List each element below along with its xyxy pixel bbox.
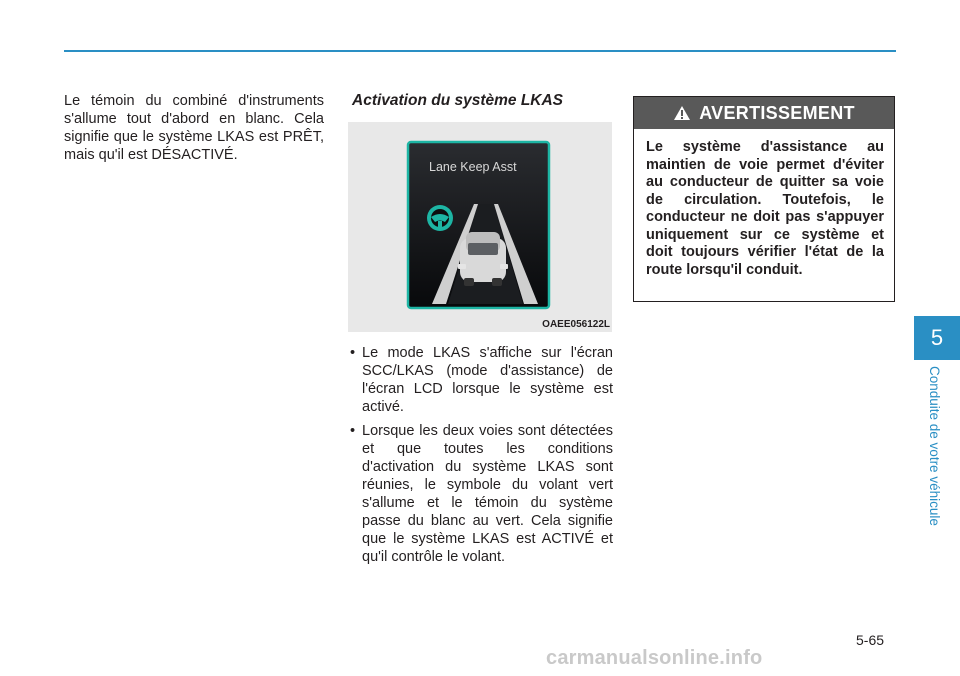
steering-wheel-icon: [427, 205, 453, 231]
warning-box: [633, 96, 895, 302]
intro-paragraph: Le témoin du combiné d'instruments s'allume tout d'abord en blanc. Cela signifie que le système LKAS est PRÊT, mais qu'il est DÉSACTIVÉ.: [64, 93, 324, 163]
left-column: [64, 92, 324, 164]
bullet-list: [348, 344, 613, 566]
header-rule: [64, 50, 896, 52]
warning-triangle-icon: [673, 105, 691, 121]
car-icon: [458, 232, 508, 286]
section-heading: Activation du système LKAS: [352, 92, 564, 109]
chapter-side-title: Conduite de votre véhicule: [927, 366, 942, 526]
bullet-item: • Le mode LKAS s'affiche sur l'écran SCC/LKAS (mode d'assistance) de l'écran LCD lorsque le système est activé.: [348, 344, 613, 416]
cluster-display-illustration: [348, 122, 612, 332]
warning-header: [634, 97, 894, 129]
page-number: 5-65: [856, 632, 885, 648]
middle-column: [348, 92, 613, 572]
chapter-tab: 5: [914, 316, 960, 360]
watermark: carmanualsonline.info: [546, 647, 763, 669]
figure-code: OAEE056122L: [542, 319, 610, 330]
screen-title: Lane Keep Asst: [429, 160, 517, 174]
bullet-item: • Lorsque les deux voies sont détectées et que toutes les conditions d'activation du système LKAS sont réunies, le symbole du volant vert s'allume et le témoin du système passe du blanc au vert. Cela signifie que le système LKAS est ACTIVÉ et qu'il contrôle le volant.: [348, 422, 613, 566]
lkas-display-figure: [348, 122, 612, 332]
warning-title: AVERTISSEMENT: [699, 102, 855, 123]
warning-text: Le système d'assistance au maintien de voie permet d'éviter au conducteur de quitter sa voie de circulation. Toutefois, le conducteur ne doit pas s'appuyer uniquement sur ce système et doit toujours vérifier l'état de la route lorsqu'il conduit.: [646, 139, 884, 278]
